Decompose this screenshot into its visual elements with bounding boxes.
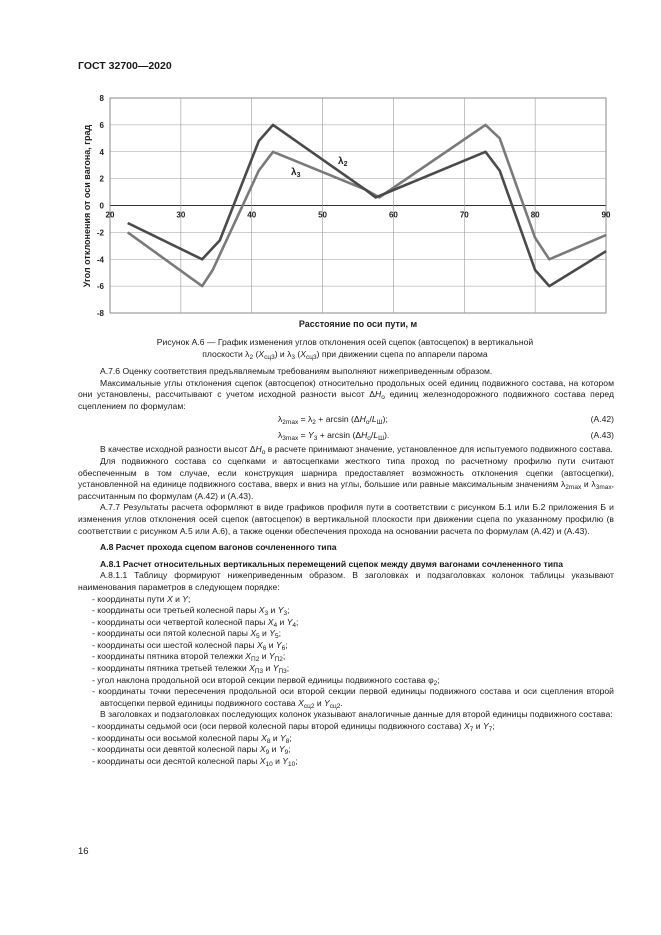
y-axis-title: Угол отклонения от оси вагона, град [82,124,92,288]
formula-a43: $\lambda_{3max} = Y_3 + \arcsin (\Delta H_o/L_Ш)$. (А.43) [278,430,614,443]
para-rigid: Для подвижного состава со сцепками и автосцепками жесткого типа проход по расчетному профилю пути считают обеспеченным в том случае, если конструкция шарнира предоставляет возможность отклонения сцепки (автосцепки), установленной на единице подвижного состава, вверх и вниз на углы, большие или равные максимальным значениям $\lambda_{2max}$ и $\lambda_{3max}$, рассчитанным по формулам (А.42) и (А.43). [78,455,614,501]
x-tick-label: 20 [105,210,115,220]
x-axis-title: Расстояние по оси пути, м [298,319,418,329]
x-tick-label: 70 [459,210,469,220]
x-tick-label: 30 [176,210,186,220]
y-tick-label: 8 [99,94,104,103]
series-label-lambda2: $\lambda_2$ [338,156,348,168]
list-item: - координаты оси десятой колесной пары $X_{10}$ и $Y_{10}$; [92,755,298,768]
list-item: - координаты пятника третьей тележки $X_{П3}$ и $Y_{П3}$; [92,663,290,676]
angle-chart [70,90,615,330]
para-a76: А.7.6 Оценку соответствия предъявляемым требованиям выполняют нижеприведенным образом. [100,366,493,376]
y-tick-label: -8 [96,309,104,318]
x-tick-label: 90 [601,210,611,220]
document-header: ГОСТ 32700—2020 [78,60,172,72]
y-tick-label: 2 [99,174,104,184]
body-text [78,366,614,767]
para-a77: А.7.7 Результаты расчета оформляют в виде графиков профиля пути в соответствии с рисунком Б.1 или Б.2 приложения Б и изменения углов отклонения осей сцепок (автосцепок) в вертикальной плоскости при движении сцепа по указанному профилю (в соответствии с рисунком А.5 или А.6), а также оценки обеспечения прохода на основании расчета по формулам (А.42) и (А.43). [78,502,614,536]
y-tick-label: -6 [96,282,104,292]
formula-number-a42: (А.42) [590,414,614,425]
formula-number-a43: (А.43) [590,430,614,441]
para-a811: А.8.1.1 Таблицу формируют нижеприведенным образом. В заголовках и подзаголовках колонок таблицы указывают наименования параметров в следующем порядке: [78,570,614,592]
y-tick-label: 6 [99,120,104,130]
x-tick-label: 60 [388,210,398,220]
list-item: - угол наклона продольной оси второй секции первой единицы подвижного состава $\varphi_2$; [92,674,440,687]
list-item: - координаты оси девятой колесной пары $X_9$ и $Y_9$; [92,744,291,757]
y-tick-label: -4 [96,255,104,265]
caption-line-2: плоскости $\lambda_2$ $(X_{сц3})$ и $\lambda_3$ $(X_{сц3})$ при движении сцепа по аппарели парома [202,349,488,361]
list-item: - координаты оси восьмой колесной пары $X_8$ и $Y_8$; [92,732,292,745]
list-item: - координаты пути X и Y; [92,593,191,604]
section-a8-title: А.8 Расчет прохода сцепом вагонов сочлененного типа [100,542,337,553]
list-item: - координаты оси шестой колесной пары $X_6$ и $Y_6$; [92,639,288,652]
list-item: - координаты оси четвертой колесной пары $X_4$ и $Y_4$; [92,616,299,629]
list-item: - координаты пятника второй тележки $X_{П2}$ и $Y_{П2}$; [92,651,286,664]
x-tick-label: 80 [530,210,540,220]
para-initial-diff: В качестве исходной разности высот $\Delta H_o$ в расчете принимают значение, установленное для испытуемого подвижного состава. [100,444,613,457]
list-item: - координаты седьмой оси (оси первой колесной пары второй единицы подвижного состава) $X_7$ и $Y_7$; [92,721,495,734]
y-tick-label: 4 [99,147,104,157]
x-tick-label: 50 [318,210,328,220]
figure-caption [80,336,610,360]
series-label-lambda3: $\lambda_3$ [291,167,301,179]
para-next-cols: В заголовках и подзаголовках последующих колонок указывают аналогичные данные для второй единицы подвижного состава: [100,709,613,720]
caption-line-1: Рисунок А.6 — График изменения углов отклонения осей сцепок (автосцепок) в вертикальной [156,337,534,347]
x-tick-label: 40 [247,210,257,220]
y-tick-label: -2 [96,228,104,238]
list-item: - координаты точки пересечения продольной оси второй секции первой единицы подвижного состава и оси сцепления второй автосцепки первой единицы подвижного состава $X_{сц2}$ и $Y_{сц2}$. [92,686,614,710]
y-tick-labels [97,94,105,318]
para-max-angles: Максимальные углы отклонения сцепок (автосцепок) относительно продольных осей единиц подвижного состава, на котором они установлены, рассчитывают с учетом исходной разности высот $\Delta H_o$ единиц железнодорожного подвижного состава перед сцеплением по формулам: [78,377,614,411]
section-a81-title: А.8.1 Расчет относительных вертикальных перемещений сцепок между двумя вагонами сочлененного типа [100,558,564,569]
list-item: - координаты оси третьей колесной пары $X_3$ и $Y_3$; [92,605,290,618]
list-item: - координаты оси пятой колесной пары $X_5$ и $Y_5$; [92,628,281,641]
formula-a42: $\lambda_{2max} = \lambda_2 + \arcsin (\Delta H_o/L_Ш)$; (А.42) [278,414,614,427]
y-tick-label: 0 [99,201,104,211]
page-number: 16 [78,846,89,857]
